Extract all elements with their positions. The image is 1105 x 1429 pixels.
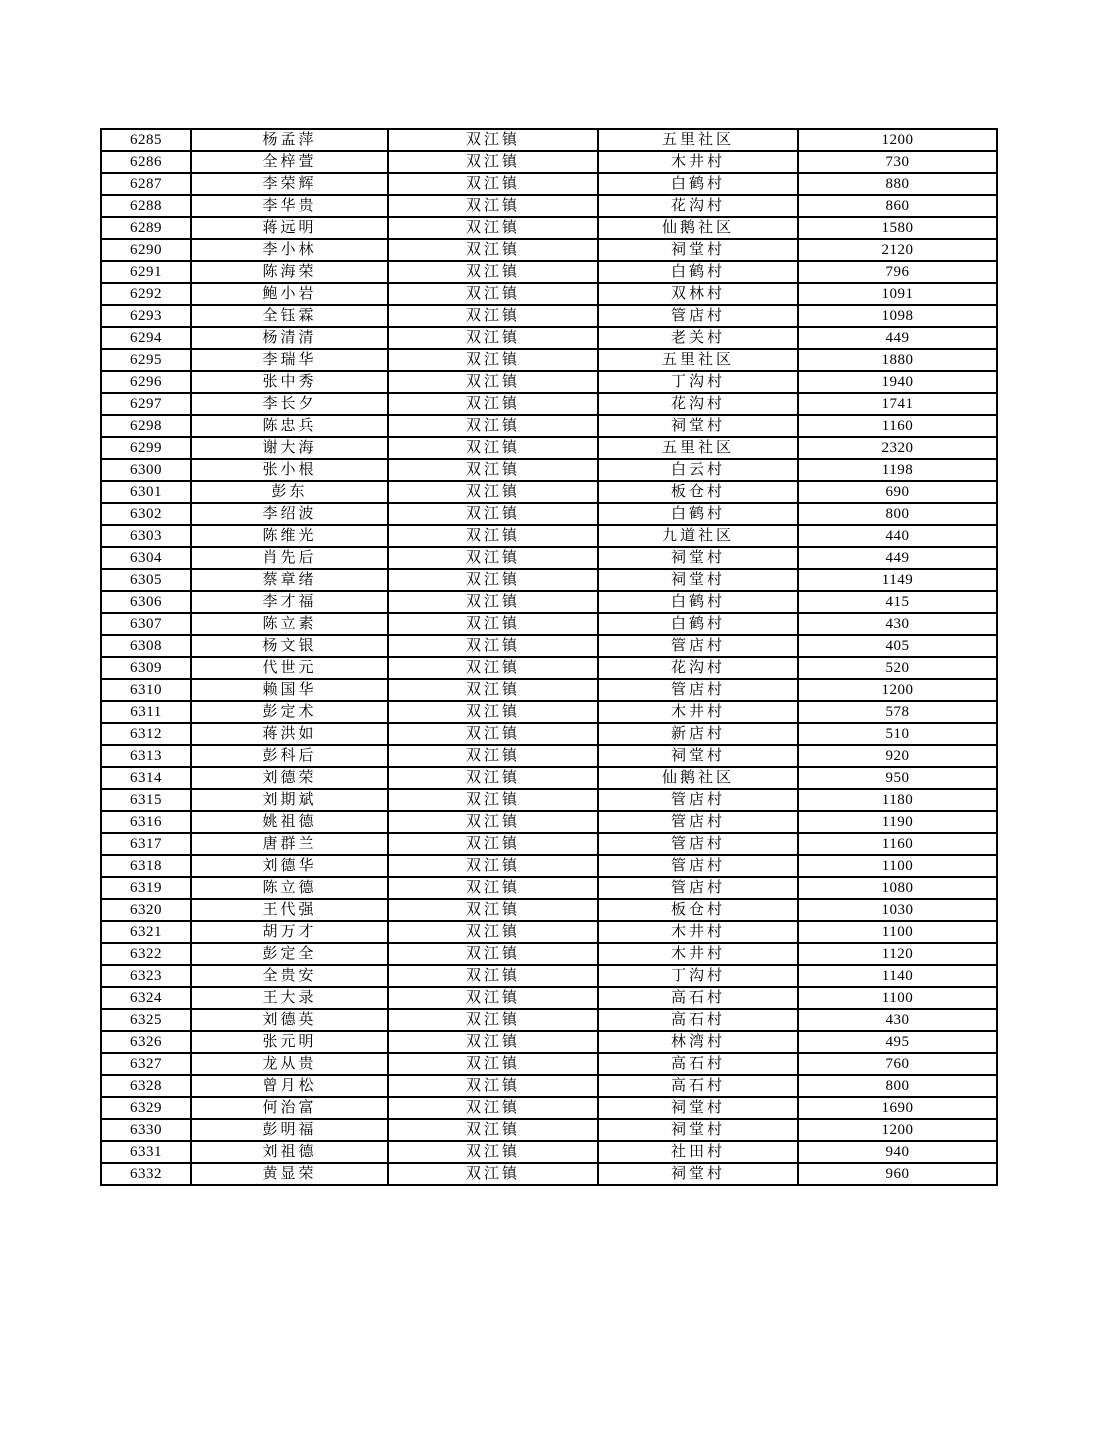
village-cell: 五里社区 [598, 437, 798, 459]
row-id-cell: 6324 [101, 987, 191, 1009]
town-cell: 双江镇 [388, 129, 598, 151]
amount-cell: 2120 [798, 239, 997, 261]
amount-cell: 1160 [798, 415, 997, 437]
village-cell: 木井村 [598, 151, 798, 173]
village-cell: 白鹤村 [598, 173, 798, 195]
town-cell: 双江镇 [388, 1119, 598, 1141]
town-cell: 双江镇 [388, 965, 598, 987]
amount-cell: 690 [798, 481, 997, 503]
person-name-cell: 蒋远明 [191, 217, 388, 239]
person-name-cell: 蔡章绪 [191, 569, 388, 591]
town-cell: 双江镇 [388, 195, 598, 217]
row-id-cell: 6298 [101, 415, 191, 437]
amount-cell: 1120 [798, 943, 997, 965]
person-name-cell: 杨文银 [191, 635, 388, 657]
table-row [101, 1163, 997, 1185]
town-cell: 双江镇 [388, 943, 598, 965]
amount-cell: 950 [798, 767, 997, 789]
town-cell: 双江镇 [388, 283, 598, 305]
village-cell: 板仓村 [598, 899, 798, 921]
person-name-cell: 张元明 [191, 1031, 388, 1053]
person-name-cell: 刘德英 [191, 1009, 388, 1031]
row-id-cell: 6287 [101, 173, 191, 195]
village-cell: 管店村 [598, 305, 798, 327]
person-name-cell: 张中秀 [191, 371, 388, 393]
person-name-cell: 张小根 [191, 459, 388, 481]
village-cell: 板仓村 [598, 481, 798, 503]
row-id-cell: 6325 [101, 1009, 191, 1031]
amount-cell: 960 [798, 1163, 997, 1185]
table-row [101, 283, 997, 305]
person-name-cell: 杨孟萍 [191, 129, 388, 151]
person-name-cell: 鲍小岩 [191, 283, 388, 305]
amount-cell: 1580 [798, 217, 997, 239]
person-name-cell: 李瑞华 [191, 349, 388, 371]
town-cell: 双江镇 [388, 503, 598, 525]
village-cell: 祠堂村 [598, 1163, 798, 1185]
amount-cell: 760 [798, 1053, 997, 1075]
town-cell: 双江镇 [388, 1163, 598, 1185]
person-name-cell: 蒋洪如 [191, 723, 388, 745]
town-cell: 双江镇 [388, 921, 598, 943]
person-name-cell: 李小林 [191, 239, 388, 261]
amount-cell: 920 [798, 745, 997, 767]
roster-table [100, 128, 998, 1186]
town-cell: 双江镇 [388, 635, 598, 657]
amount-cell: 1100 [798, 987, 997, 1009]
row-id-cell: 6297 [101, 393, 191, 415]
person-name-cell: 彭东 [191, 481, 388, 503]
amount-cell: 520 [798, 657, 997, 679]
row-id-cell: 6319 [101, 877, 191, 899]
row-id-cell: 6320 [101, 899, 191, 921]
town-cell: 双江镇 [388, 481, 598, 503]
town-cell: 双江镇 [388, 525, 598, 547]
amount-cell: 2320 [798, 437, 997, 459]
village-cell: 木井村 [598, 701, 798, 723]
village-cell: 九道社区 [598, 525, 798, 547]
village-cell: 白鹤村 [598, 613, 798, 635]
table-row [101, 613, 997, 635]
row-id-cell: 6314 [101, 767, 191, 789]
person-name-cell: 陈海荣 [191, 261, 388, 283]
amount-cell: 796 [798, 261, 997, 283]
person-name-cell: 曾月松 [191, 1075, 388, 1097]
village-cell: 祠堂村 [598, 745, 798, 767]
village-cell: 管店村 [598, 679, 798, 701]
person-name-cell: 刘德荣 [191, 767, 388, 789]
amount-cell: 1100 [798, 855, 997, 877]
amount-cell: 449 [798, 547, 997, 569]
table-row [101, 635, 997, 657]
person-name-cell: 彭科后 [191, 745, 388, 767]
table-row [101, 679, 997, 701]
row-id-cell: 6328 [101, 1075, 191, 1097]
table-row [101, 811, 997, 833]
row-id-cell: 6317 [101, 833, 191, 855]
row-id-cell: 6316 [101, 811, 191, 833]
person-name-cell: 龙从贵 [191, 1053, 388, 1075]
table-row [101, 129, 997, 151]
village-cell: 管店村 [598, 833, 798, 855]
village-cell: 五里社区 [598, 129, 798, 151]
amount-cell: 860 [798, 195, 997, 217]
table-row [101, 877, 997, 899]
village-cell: 仙鹅社区 [598, 217, 798, 239]
table-row [101, 657, 997, 679]
row-id-cell: 6331 [101, 1141, 191, 1163]
town-cell: 双江镇 [388, 657, 598, 679]
town-cell: 双江镇 [388, 393, 598, 415]
person-name-cell: 黄显荣 [191, 1163, 388, 1185]
amount-cell: 1098 [798, 305, 997, 327]
row-id-cell: 6315 [101, 789, 191, 811]
person-name-cell: 王代强 [191, 899, 388, 921]
town-cell: 双江镇 [388, 987, 598, 1009]
town-cell: 双江镇 [388, 217, 598, 239]
village-cell: 仙鹅社区 [598, 767, 798, 789]
village-cell: 双林村 [598, 283, 798, 305]
table-row [101, 965, 997, 987]
person-name-cell: 肖先后 [191, 547, 388, 569]
amount-cell: 1690 [798, 1097, 997, 1119]
row-id-cell: 6309 [101, 657, 191, 679]
town-cell: 双江镇 [388, 833, 598, 855]
town-cell: 双江镇 [388, 437, 598, 459]
village-cell: 祠堂村 [598, 415, 798, 437]
table-row [101, 987, 997, 1009]
table-row [101, 547, 997, 569]
amount-cell: 940 [798, 1141, 997, 1163]
village-cell: 管店村 [598, 855, 798, 877]
amount-cell: 1140 [798, 965, 997, 987]
table-row [101, 1141, 997, 1163]
person-name-cell: 李长夕 [191, 393, 388, 415]
table-row [101, 1009, 997, 1031]
amount-cell: 1741 [798, 393, 997, 415]
table-row [101, 921, 997, 943]
village-cell: 社田村 [598, 1141, 798, 1163]
table-row [101, 701, 997, 723]
row-id-cell: 6300 [101, 459, 191, 481]
amount-cell: 1030 [798, 899, 997, 921]
village-cell: 管店村 [598, 789, 798, 811]
amount-cell: 415 [798, 591, 997, 613]
town-cell: 双江镇 [388, 547, 598, 569]
row-id-cell: 6301 [101, 481, 191, 503]
row-id-cell: 6285 [101, 129, 191, 151]
town-cell: 双江镇 [388, 877, 598, 899]
village-cell: 五里社区 [598, 349, 798, 371]
amount-cell: 449 [798, 327, 997, 349]
town-cell: 双江镇 [388, 371, 598, 393]
row-id-cell: 6294 [101, 327, 191, 349]
village-cell: 管店村 [598, 635, 798, 657]
row-id-cell: 6323 [101, 965, 191, 987]
row-id-cell: 6289 [101, 217, 191, 239]
row-id-cell: 6326 [101, 1031, 191, 1053]
person-name-cell: 刘德华 [191, 855, 388, 877]
table-row [101, 503, 997, 525]
amount-cell: 1200 [798, 129, 997, 151]
table-row [101, 459, 997, 481]
row-id-cell: 6312 [101, 723, 191, 745]
amount-cell: 495 [798, 1031, 997, 1053]
row-id-cell: 6330 [101, 1119, 191, 1141]
row-id-cell: 6327 [101, 1053, 191, 1075]
person-name-cell: 彭明福 [191, 1119, 388, 1141]
amount-cell: 510 [798, 723, 997, 745]
person-name-cell: 彭定术 [191, 701, 388, 723]
table-row [101, 393, 997, 415]
town-cell: 双江镇 [388, 305, 598, 327]
row-id-cell: 6305 [101, 569, 191, 591]
amount-cell: 1100 [798, 921, 997, 943]
village-cell: 白鹤村 [598, 503, 798, 525]
person-name-cell: 刘期斌 [191, 789, 388, 811]
row-id-cell: 6313 [101, 745, 191, 767]
row-id-cell: 6295 [101, 349, 191, 371]
row-id-cell: 6322 [101, 943, 191, 965]
village-cell: 祠堂村 [598, 1097, 798, 1119]
table-row [101, 1053, 997, 1075]
village-cell: 管店村 [598, 877, 798, 899]
table-row [101, 261, 997, 283]
person-name-cell: 陈立素 [191, 613, 388, 635]
person-name-cell: 陈立德 [191, 877, 388, 899]
row-id-cell: 6296 [101, 371, 191, 393]
amount-cell: 1091 [798, 283, 997, 305]
table-row [101, 1031, 997, 1053]
amount-cell: 1198 [798, 459, 997, 481]
town-cell: 双江镇 [388, 327, 598, 349]
row-id-cell: 6310 [101, 679, 191, 701]
village-cell: 管店村 [598, 811, 798, 833]
amount-cell: 880 [798, 173, 997, 195]
table-row [101, 745, 997, 767]
village-cell: 祠堂村 [598, 1119, 798, 1141]
amount-cell: 1149 [798, 569, 997, 591]
town-cell: 双江镇 [388, 349, 598, 371]
village-cell: 花沟村 [598, 657, 798, 679]
amount-cell: 1200 [798, 679, 997, 701]
village-cell: 白鹤村 [598, 261, 798, 283]
village-cell: 木井村 [598, 943, 798, 965]
person-name-cell: 李才福 [191, 591, 388, 613]
village-cell: 丁沟村 [598, 371, 798, 393]
table-row [101, 789, 997, 811]
village-cell: 高石村 [598, 1053, 798, 1075]
person-name-cell: 谢大海 [191, 437, 388, 459]
table-row [101, 217, 997, 239]
town-cell: 双江镇 [388, 151, 598, 173]
person-name-cell: 王大录 [191, 987, 388, 1009]
table-row [101, 349, 997, 371]
person-name-cell: 胡万才 [191, 921, 388, 943]
village-cell: 祠堂村 [598, 569, 798, 591]
village-cell: 林湾村 [598, 1031, 798, 1053]
row-id-cell: 6306 [101, 591, 191, 613]
town-cell: 双江镇 [388, 1141, 598, 1163]
table-row [101, 327, 997, 349]
row-id-cell: 6302 [101, 503, 191, 525]
town-cell: 双江镇 [388, 723, 598, 745]
person-name-cell: 彭定全 [191, 943, 388, 965]
town-cell: 双江镇 [388, 1075, 598, 1097]
table-row [101, 833, 997, 855]
amount-cell: 578 [798, 701, 997, 723]
row-id-cell: 6311 [101, 701, 191, 723]
row-id-cell: 6288 [101, 195, 191, 217]
village-cell: 新店村 [598, 723, 798, 745]
town-cell: 双江镇 [388, 569, 598, 591]
row-id-cell: 6292 [101, 283, 191, 305]
table-row [101, 415, 997, 437]
town-cell: 双江镇 [388, 899, 598, 921]
amount-cell: 1880 [798, 349, 997, 371]
amount-cell: 800 [798, 503, 997, 525]
village-cell: 高石村 [598, 1075, 798, 1097]
row-id-cell: 6321 [101, 921, 191, 943]
amount-cell: 1160 [798, 833, 997, 855]
person-name-cell: 全梓萱 [191, 151, 388, 173]
table-row [101, 173, 997, 195]
village-cell: 祠堂村 [598, 547, 798, 569]
town-cell: 双江镇 [388, 459, 598, 481]
village-cell: 花沟村 [598, 393, 798, 415]
village-cell: 丁沟村 [598, 965, 798, 987]
person-name-cell: 全贵安 [191, 965, 388, 987]
village-cell: 高石村 [598, 987, 798, 1009]
village-cell: 老关村 [598, 327, 798, 349]
town-cell: 双江镇 [388, 855, 598, 877]
amount-cell: 800 [798, 1075, 997, 1097]
person-name-cell: 代世元 [191, 657, 388, 679]
table-row [101, 1075, 997, 1097]
table-row [101, 723, 997, 745]
table-row [101, 371, 997, 393]
person-name-cell: 刘祖德 [191, 1141, 388, 1163]
person-name-cell: 姚祖德 [191, 811, 388, 833]
town-cell: 双江镇 [388, 1053, 598, 1075]
town-cell: 双江镇 [388, 679, 598, 701]
town-cell: 双江镇 [388, 1031, 598, 1053]
town-cell: 双江镇 [388, 591, 598, 613]
person-name-cell: 李荣辉 [191, 173, 388, 195]
row-id-cell: 6329 [101, 1097, 191, 1119]
table-row [101, 1097, 997, 1119]
table-row [101, 305, 997, 327]
person-name-cell: 陈维光 [191, 525, 388, 547]
amount-cell: 1200 [798, 1119, 997, 1141]
town-cell: 双江镇 [388, 811, 598, 833]
amount-cell: 1940 [798, 371, 997, 393]
table-row [101, 767, 997, 789]
roster-table-body [101, 129, 997, 1185]
row-id-cell: 6332 [101, 1163, 191, 1185]
person-name-cell: 赖国华 [191, 679, 388, 701]
village-cell: 白鹤村 [598, 591, 798, 613]
row-id-cell: 6299 [101, 437, 191, 459]
row-id-cell: 6293 [101, 305, 191, 327]
town-cell: 双江镇 [388, 767, 598, 789]
table-row [101, 151, 997, 173]
amount-cell: 430 [798, 613, 997, 635]
town-cell: 双江镇 [388, 745, 598, 767]
person-name-cell: 全钰霖 [191, 305, 388, 327]
person-name-cell: 何治富 [191, 1097, 388, 1119]
row-id-cell: 6307 [101, 613, 191, 635]
row-id-cell: 6304 [101, 547, 191, 569]
table-row [101, 1119, 997, 1141]
village-cell: 白云村 [598, 459, 798, 481]
amount-cell: 1190 [798, 811, 997, 833]
town-cell: 双江镇 [388, 1009, 598, 1031]
row-id-cell: 6286 [101, 151, 191, 173]
table-row [101, 569, 997, 591]
row-id-cell: 6291 [101, 261, 191, 283]
table-row [101, 943, 997, 965]
village-cell: 木井村 [598, 921, 798, 943]
row-id-cell: 6308 [101, 635, 191, 657]
town-cell: 双江镇 [388, 173, 598, 195]
table-row [101, 899, 997, 921]
person-name-cell: 唐群兰 [191, 833, 388, 855]
person-name-cell: 杨清清 [191, 327, 388, 349]
town-cell: 双江镇 [388, 239, 598, 261]
table-row [101, 195, 997, 217]
town-cell: 双江镇 [388, 701, 598, 723]
town-cell: 双江镇 [388, 613, 598, 635]
amount-cell: 405 [798, 635, 997, 657]
person-name-cell: 李绍波 [191, 503, 388, 525]
village-cell: 祠堂村 [598, 239, 798, 261]
town-cell: 双江镇 [388, 1097, 598, 1119]
table-row [101, 525, 997, 547]
town-cell: 双江镇 [388, 261, 598, 283]
village-cell: 花沟村 [598, 195, 798, 217]
amount-cell: 1080 [798, 877, 997, 899]
row-id-cell: 6318 [101, 855, 191, 877]
person-name-cell: 李华贵 [191, 195, 388, 217]
village-cell: 高石村 [598, 1009, 798, 1031]
amount-cell: 430 [798, 1009, 997, 1031]
table-row [101, 437, 997, 459]
amount-cell: 440 [798, 525, 997, 547]
amount-cell: 1180 [798, 789, 997, 811]
row-id-cell: 6303 [101, 525, 191, 547]
table-row [101, 591, 997, 613]
town-cell: 双江镇 [388, 415, 598, 437]
table-row [101, 855, 997, 877]
person-name-cell: 陈忠兵 [191, 415, 388, 437]
row-id-cell: 6290 [101, 239, 191, 261]
table-row [101, 481, 997, 503]
town-cell: 双江镇 [388, 789, 598, 811]
amount-cell: 730 [798, 151, 997, 173]
table-row [101, 239, 997, 261]
